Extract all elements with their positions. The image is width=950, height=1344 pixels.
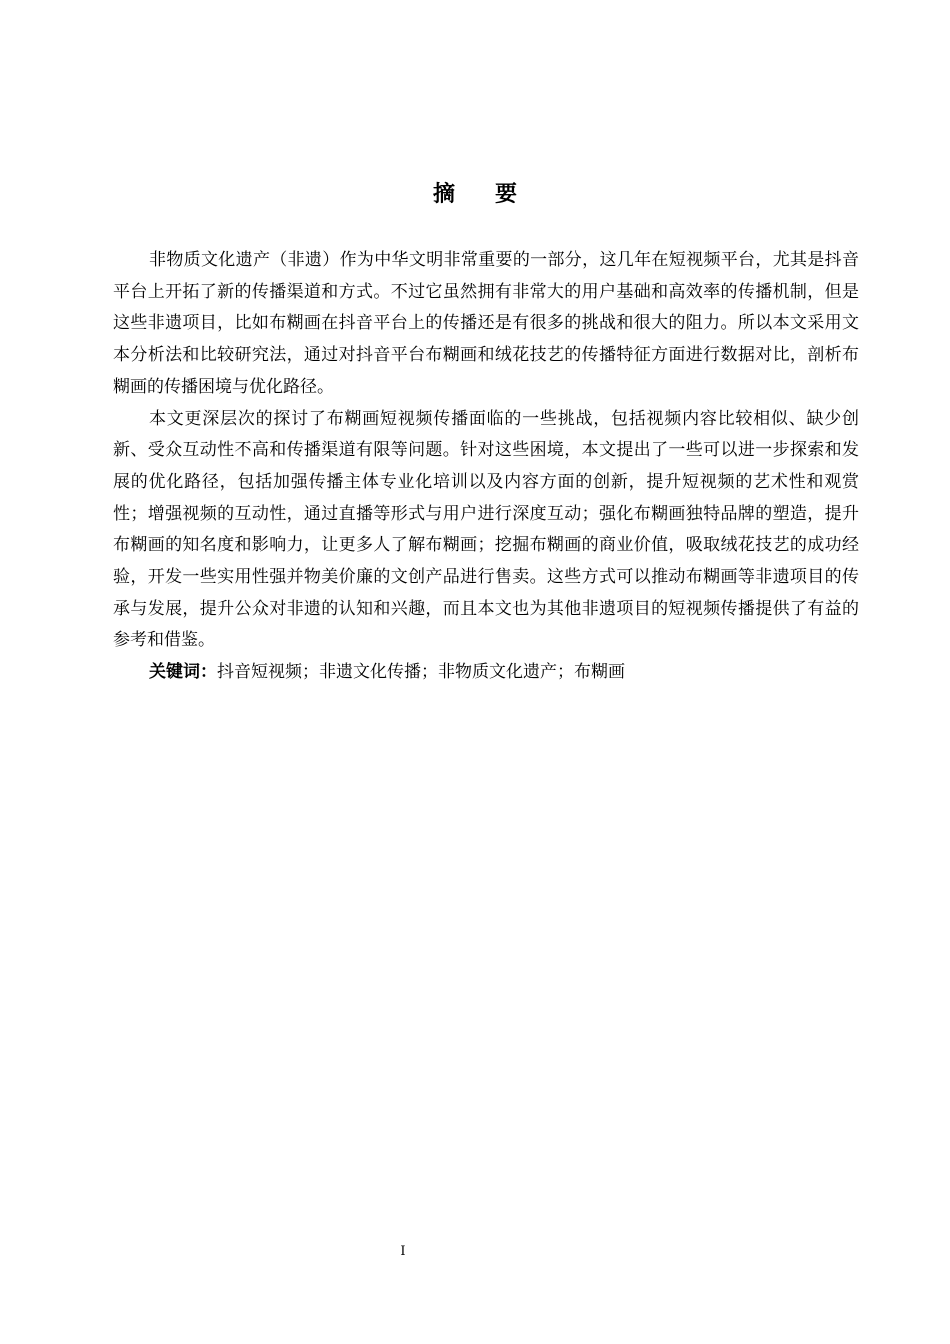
keywords-line: [113, 657, 859, 689]
abstract-body: [113, 245, 859, 689]
abstract-paragraph-2: 本文更深层次的探讨了布糊画短视频传播面临的一些挑战，包括视频内容比较相似、缺少创新、受众互动性不高和传播渠道有限等问题。针对这些困境，本文提出了一些可以进一步探索和发展的优化路径，包括加强传播主体专业化培训以及内容方面的创新，提升短视频的艺术性和观赏性；增强视频的互动性，通过直播等形式与用户进行深度互动；强化布糊画独特品牌的塑造，提升布糊画的知名度和影响力，让更多人了解布糊画；挖掘布糊画的商业价值，吸取绒花技艺的成功经验，开发一些实用性强并物美价廉的文创产品进行售卖。这些方式可以推动布糊画等非遗项目的传承与发展，提升公众对非遗的认知和兴趣，而且本文也为其他非遗项目的短视频传播提供了有益的参考和借鉴。: [113, 408, 859, 651]
keywords-label: 关键词：: [149, 662, 217, 683]
page-number: I: [400, 1244, 406, 1259]
abstract-title: 摘要: [432, 182, 557, 207]
keywords-text: 抖音短视频；非遗文化传播；非物质文化遗产；布糊画: [217, 662, 625, 683]
abstract-paragraph-1: 非物质文化遗产（非遗）作为中华文明非常重要的一部分，这几年在短视频平台，尤其是抖音平台上开拓了新的传播渠道和方式。不过它虽然拥有非常大的用户基础和高效率的传播机制，但是这些非遗项目，比如布糊画在抖音平台上的传播还是有很多的挑战和很大的阻力。所以本文采用文本分析法和比较研究法，通过对抖音平台布糊画和绒花技艺的传播特征方面进行数据对比，剖析布糊画的传播困境与优化路径。: [113, 250, 859, 397]
